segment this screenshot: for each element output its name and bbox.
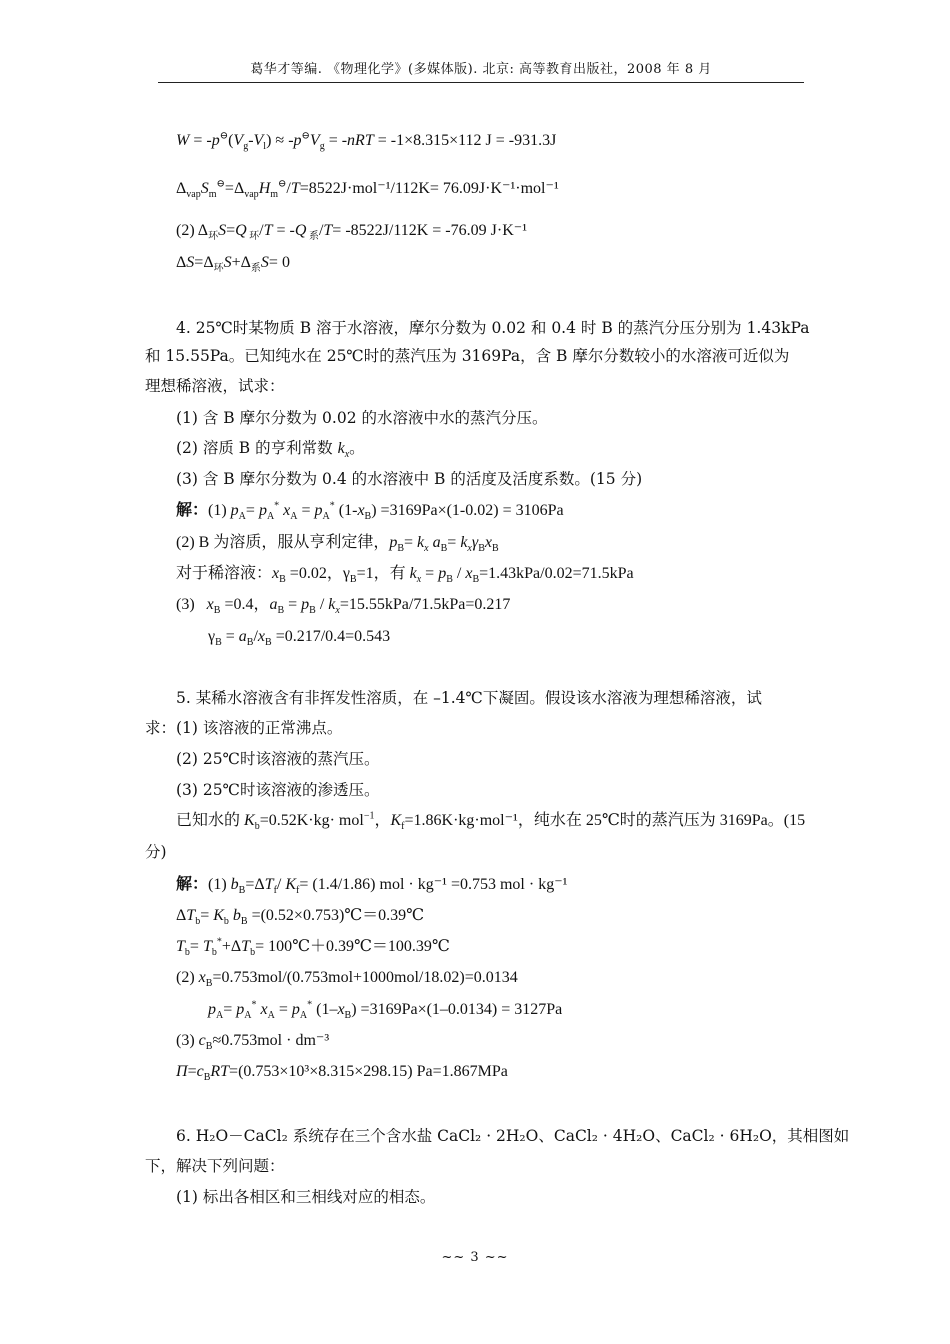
q4-line2: 和 15.55Pa。已知纯水在 25℃时的蒸汽压为 3169Pa，含 B 摩尔分数较小的水溶液可近似为: [145, 347, 790, 365]
q4-solution3: 对于稀溶液：$x_B =0.02$，$\gamma_B=1$，有 $k_x = p_B / x_B=1.43kPa/0.02=71.5kPa$: [176, 565, 634, 586]
q4-solution5: $\gamma_B = a_B/x_B =0.217/0.4=0.543$: [208, 628, 391, 649]
q4-solution3-text: 对于稀溶液：: [176, 565, 273, 582]
q6-line2: 下，解决下列问题：: [145, 1157, 285, 1175]
q4-part2: (2) 溶质 B 的亨利常数 $k_x$。: [176, 439, 365, 461]
q5-solution2: $\Delta T_b= K_b$ $b_B$ =(0.52×0.753)℃＝0.39℃: [176, 907, 425, 928]
equation-entropy: $\Delta_{vap}S_m^⊖=\Delta_{vap}H_m^⊖/T=8522J\cdot mol^{-1}/112K= 76.09J\cdot K^{-1}\cdot mol^{-1}$: [176, 178, 559, 201]
q5-solution6: (3) $c_B\approx 0.753mol \cdot dm^{-3}$: [176, 1032, 330, 1053]
q4-solve-label: 解：: [176, 502, 209, 519]
q4-solution3-value: =1.43kPa/0.02=71.5kPa: [479, 565, 634, 582]
q4-line1: 4. 25℃时某物质 B 溶于水溶液，摩尔分数为 0.02 和 0.4 时 B 的蒸汽分压分别为 1.43kPa: [176, 319, 810, 337]
equation-total: $\Delta S=\Delta_环S+\Delta_系S= 0$: [176, 254, 290, 275]
q5-line2: 求：(1) 该溶液的正常沸点。: [145, 719, 343, 737]
q4-line3: 理想稀溶液，试求：: [145, 377, 285, 395]
q5-solution2-value: =(0.52×0.753)℃＝0.39℃: [251, 907, 425, 924]
q5-solution7-value: =(0.753×10³×8.315×298.15) Pa=1.867MPa: [229, 1063, 508, 1080]
equation-entropy-value: =8522J·mol⁻¹/112K= 76.09J·K⁻¹·mol⁻¹: [299, 180, 559, 197]
equation-work-value: = -1×8.315×112 J = -931.3J: [377, 132, 557, 149]
q5-solve-label: 解：: [176, 876, 209, 893]
q5-known-cont: 分): [145, 843, 167, 861]
q5-solution4: (2) $x_B=0.753mol/(0.753mol+1000mol/18.02)=0.0134$: [176, 969, 518, 990]
q5-solution5-value: =3169Pa×(1–0.0134) = 3127Pa: [360, 1001, 563, 1018]
q5-solution1-value: = (1.4/1.86) mol · kg⁻¹ =0.753 mol · kg⁻¹: [299, 876, 568, 893]
q4-part1: (1) 含 B 摩尔分数为 0.02 的水溶液中水的蒸汽分压。: [176, 409, 548, 427]
q4-part2-text: (2) 溶质 B 的亨利常数: [176, 439, 333, 457]
q4-solution4: (3) $x_B =0.4$，$a_B = p_B / k_x=15.55kPa/71.5kPa=0.217$: [176, 596, 511, 617]
q4-solution2-text: (2) B 为溶质，服从亨利定律，: [176, 534, 390, 551]
q5-solution5: $p_A= p_A^*$ $x_A = p_A^*$ $(1-x_B) =3169Pa\times(1-0.0134) = 3127Pa$: [208, 999, 563, 1022]
equation-work: $W = -p^⊖(V_g-V_l) \approx -p^⊖V_g = -nRT = -1\times 8.315\times 112$ J = -931.3J: [176, 130, 557, 153]
q5-solution7: $\Pi=c_BRT=(0.753\times 10^3\times 8.315\times 298.15)$ Pa=1.867MPa: [176, 1063, 508, 1084]
q5-solution3: $T_b= T_b^*+\Delta T_b=$ 100℃＋0.39℃＝100.39℃: [176, 936, 450, 959]
q5-solution6-value: ≈0.753mol · dm⁻³: [212, 1032, 330, 1049]
q5-solution3-value: = 100℃＋0.39℃＝100.39℃: [255, 938, 450, 955]
q5-solution4-value: =0.753mol/(0.753mol+1000mol/18.02)=0.0134: [212, 969, 518, 986]
q5-line1: 5. 某稀水溶液含有非挥发性溶质，在 –1.4℃下凝固。假设该水溶液为理想稀溶液，试: [176, 689, 762, 707]
q4-solution2: (2) B 为溶质，服从亨利定律，$p_B= k_x$ $a_B= k_x\gamma_Bx_B$: [176, 534, 499, 555]
q5-part3: (3) 25℃时该溶液的渗透压。: [176, 781, 380, 799]
q6-part1: (1) 标出各相区和三相线对应的相态。: [176, 1188, 436, 1206]
q5-solution1: 解：(1) $b_B=\Delta T_f/$ $K_f= (1.4/1.86)$ mol · kg⁻¹ =0.753 mol · kg⁻¹: [176, 876, 568, 897]
q6-line1: 6. H₂O－CaCl₂ 系统存在三个含水盐 CaCl₂ · 2H₂O、CaCl₂ · 4H₂O、CaCl₂ · 6H₂O，其相图如: [176, 1127, 850, 1145]
equation-surroundings: (2) $\Delta_环S=Q$ $_环$/T = -Q $_系$/T= -8522J/112K = -76.09 J·K⁻¹: [176, 222, 527, 243]
equation-total-value: = 0: [268, 254, 290, 271]
q4-solution4-value: =15.55kPa/71.5kPa=0.217: [339, 596, 511, 613]
q5-known: 已知水的 $K_b=0.52K\cdot kg\cdot mol^{-1}$，$K_f=1.86K\cdot kg\cdot mol^{-1}$，纯水在 25℃时的蒸汽压为 3169Pa。(15: [176, 810, 806, 833]
q4-part3: (3) 含 B 摩尔分数为 0.4 的水溶液中 B 的活度及活度系数。(15 分): [176, 470, 643, 488]
q4-solution1-value: =3169Pa×(1-0.02) = 3106Pa: [380, 502, 564, 519]
q4-solution1: 解：(1) $p_A= p_A^*$ $x_A = p_A^*$ $(1-x_B) =3169Pa\times(1-0.02) = 3106Pa$: [176, 500, 564, 523]
equation-surroundings-value: = -8522J/112K = -76.09 J·K⁻¹: [332, 222, 527, 239]
page-number: ~~ 3 ~~: [441, 1250, 509, 1265]
q4-solution5-value: =0.217/0.4=0.543: [275, 628, 391, 645]
q5-known-value: =1.86K·kg·mol⁻¹，纯水在 25℃时的蒸汽压为 3169Pa。(15: [404, 812, 806, 829]
q5-part2: (2) 25℃时该溶液的蒸汽压。: [176, 750, 380, 768]
page-header: 葛华才等编. 《物理化学》(多媒体版). 北京: 高等教育出版社，2008 年 8 月: [158, 58, 804, 83]
